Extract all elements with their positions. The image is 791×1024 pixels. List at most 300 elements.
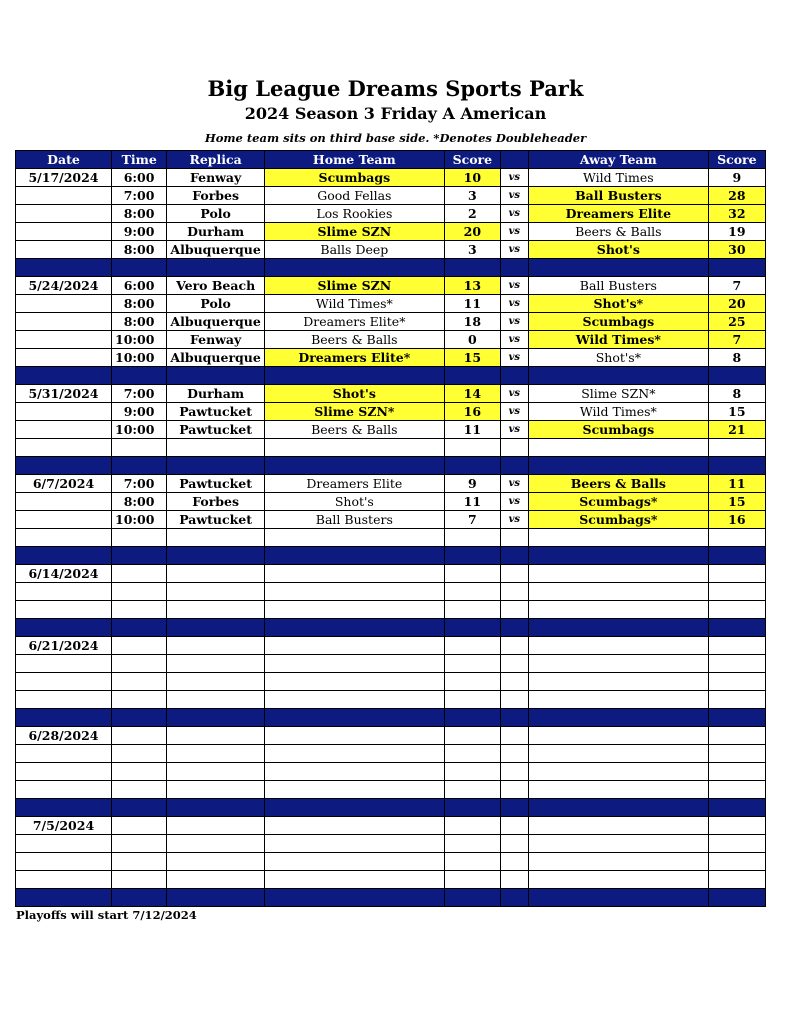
away-score-cell xyxy=(708,763,765,781)
away-team-cell xyxy=(528,871,708,889)
week-separator xyxy=(16,889,766,907)
replica-cell xyxy=(167,763,264,781)
separator-cell xyxy=(264,259,444,277)
time-cell: 6:00 xyxy=(112,277,167,295)
away-score-cell xyxy=(708,727,765,745)
time-cell xyxy=(112,781,167,799)
table-row xyxy=(16,493,766,511)
replica-cell xyxy=(167,691,264,709)
home-score-cell xyxy=(444,763,500,781)
date-cell xyxy=(16,673,112,691)
away-score-cell: 8 xyxy=(708,349,765,367)
table-row xyxy=(16,871,766,889)
week-separator xyxy=(16,259,766,277)
vs-cell: vs xyxy=(500,169,528,187)
separator-cell xyxy=(264,619,444,637)
away-team-cell xyxy=(528,439,708,457)
time-cell xyxy=(112,673,167,691)
away-team-cell: Scumbags* xyxy=(528,493,708,511)
time-cell xyxy=(112,601,167,619)
vs-cell xyxy=(500,763,528,781)
separator-cell xyxy=(444,367,500,385)
table-row xyxy=(16,331,766,349)
away-score-cell: 11 xyxy=(708,475,765,493)
home-score-cell xyxy=(444,601,500,619)
home-score-cell xyxy=(444,565,500,583)
header-row xyxy=(16,151,766,169)
replica-cell: Fenway xyxy=(167,331,264,349)
away-score-cell: 30 xyxy=(708,241,765,259)
home-team-cell xyxy=(264,727,444,745)
replica-cell xyxy=(167,637,264,655)
week-separator xyxy=(16,367,766,385)
home-team-cell: Balls Deep xyxy=(264,241,444,259)
home-team-cell: Scumbags xyxy=(264,169,444,187)
date-cell xyxy=(16,403,112,421)
home-team-cell xyxy=(264,439,444,457)
separator-cell xyxy=(112,259,167,277)
vs-cell: vs xyxy=(500,295,528,313)
home-score-cell: 7 xyxy=(444,511,500,529)
away-score-cell xyxy=(708,853,765,871)
away-score-cell xyxy=(708,583,765,601)
date-cell xyxy=(16,601,112,619)
separator-cell xyxy=(708,457,765,475)
replica-cell xyxy=(167,439,264,457)
date-cell xyxy=(16,331,112,349)
separator-cell xyxy=(167,889,264,907)
time-cell xyxy=(112,565,167,583)
home-score-cell: 15 xyxy=(444,349,500,367)
away-team-cell xyxy=(528,565,708,583)
vs-cell: vs xyxy=(500,349,528,367)
vs-cell xyxy=(500,817,528,835)
page-title: Big League Dreams Sports Park xyxy=(207,76,584,101)
separator-cell xyxy=(528,457,708,475)
time-cell xyxy=(112,763,167,781)
away-team-cell: Ball Busters xyxy=(528,187,708,205)
away-score-cell xyxy=(708,691,765,709)
date-cell: 6/28/2024 xyxy=(16,727,112,745)
separator-cell xyxy=(264,799,444,817)
separator-cell xyxy=(167,367,264,385)
away-team-cell: Scumbags* xyxy=(528,511,708,529)
home-team-cell: Beers & Balls xyxy=(264,331,444,349)
separator-cell xyxy=(167,709,264,727)
separator-cell xyxy=(500,547,528,565)
time-cell xyxy=(112,637,167,655)
home-score-cell: 11 xyxy=(444,421,500,439)
table-row xyxy=(16,385,766,403)
home-team-cell xyxy=(264,673,444,691)
home-team-cell: Los Rookies xyxy=(264,205,444,223)
separator-cell xyxy=(16,799,112,817)
week-separator xyxy=(16,709,766,727)
date-cell xyxy=(16,781,112,799)
home-team-cell xyxy=(264,781,444,799)
home-team-cell xyxy=(264,637,444,655)
time-cell xyxy=(112,583,167,601)
home-score-cell: 20 xyxy=(444,223,500,241)
home-score-cell xyxy=(444,529,500,547)
home-score-cell xyxy=(444,673,500,691)
time-cell xyxy=(112,835,167,853)
away-score-cell xyxy=(708,655,765,673)
home-team-cell: Shot's xyxy=(264,493,444,511)
table-row xyxy=(16,439,766,457)
away-score-cell xyxy=(708,817,765,835)
separator-cell xyxy=(112,619,167,637)
time-cell xyxy=(112,655,167,673)
table-row xyxy=(16,403,766,421)
date-cell: 6/7/2024 xyxy=(16,475,112,493)
home-team-cell: Ball Busters xyxy=(264,511,444,529)
replica-cell xyxy=(167,529,264,547)
date-cell xyxy=(16,313,112,331)
away-score-cell xyxy=(708,835,765,853)
home-team-cell xyxy=(264,745,444,763)
table-row xyxy=(16,349,766,367)
vs-cell xyxy=(500,745,528,763)
away-team-cell xyxy=(528,817,708,835)
vs-cell xyxy=(500,691,528,709)
away-team-cell: Slime SZN* xyxy=(528,385,708,403)
vs-cell: vs xyxy=(500,385,528,403)
home-team-cell xyxy=(264,871,444,889)
header-date: Date xyxy=(16,151,112,169)
separator-cell xyxy=(500,259,528,277)
replica-cell: Albuquerque xyxy=(167,349,264,367)
separator-cell xyxy=(500,619,528,637)
vs-cell: vs xyxy=(500,493,528,511)
away-team-cell xyxy=(528,529,708,547)
header-home-score: Score xyxy=(444,151,500,169)
separator-cell xyxy=(500,457,528,475)
table-row xyxy=(16,835,766,853)
vs-cell xyxy=(500,529,528,547)
separator-cell xyxy=(112,709,167,727)
away-team-cell: Wild Times* xyxy=(528,331,708,349)
header-replica: Replica xyxy=(167,151,264,169)
away-score-cell xyxy=(708,781,765,799)
header-vs xyxy=(500,151,528,169)
away-team-cell: Shot's* xyxy=(528,349,708,367)
home-score-cell xyxy=(444,745,500,763)
time-cell: 10:00 xyxy=(112,511,167,529)
replica-cell: Durham xyxy=(167,223,264,241)
replica-cell: Vero Beach xyxy=(167,277,264,295)
vs-cell xyxy=(500,637,528,655)
away-score-cell: 32 xyxy=(708,205,765,223)
home-team-cell xyxy=(264,601,444,619)
replica-cell: Polo xyxy=(167,295,264,313)
home-score-cell: 3 xyxy=(444,241,500,259)
home-score-cell: 3 xyxy=(444,187,500,205)
week-separator xyxy=(16,619,766,637)
replica-cell xyxy=(167,601,264,619)
away-team-cell xyxy=(528,691,708,709)
vs-cell xyxy=(500,781,528,799)
time-cell xyxy=(112,529,167,547)
time-cell xyxy=(112,439,167,457)
separator-cell xyxy=(16,457,112,475)
separator-cell xyxy=(528,367,708,385)
home-score-cell xyxy=(444,871,500,889)
separator-cell xyxy=(500,889,528,907)
table-row xyxy=(16,313,766,331)
away-score-cell xyxy=(708,673,765,691)
away-team-cell xyxy=(528,727,708,745)
vs-cell xyxy=(500,583,528,601)
separator-cell xyxy=(16,619,112,637)
table-row xyxy=(16,169,766,187)
separator-cell xyxy=(167,457,264,475)
time-cell xyxy=(112,727,167,745)
table-row xyxy=(16,745,766,763)
date-cell xyxy=(16,655,112,673)
away-team-cell xyxy=(528,781,708,799)
replica-cell xyxy=(167,835,264,853)
replica-cell xyxy=(167,781,264,799)
header-home-team: Home Team xyxy=(264,151,444,169)
separator-cell xyxy=(708,799,765,817)
time-cell: 10:00 xyxy=(112,421,167,439)
home-team-cell xyxy=(264,853,444,871)
separator-cell xyxy=(112,799,167,817)
away-score-cell xyxy=(708,871,765,889)
vs-cell xyxy=(500,871,528,889)
away-score-cell xyxy=(708,565,765,583)
separator-cell xyxy=(708,619,765,637)
home-score-cell: 14 xyxy=(444,385,500,403)
page-subtitle: 2024 Season 3 Friday A American xyxy=(244,104,547,123)
home-score-cell xyxy=(444,853,500,871)
vs-cell: vs xyxy=(500,241,528,259)
home-team-cell xyxy=(264,565,444,583)
time-cell xyxy=(112,871,167,889)
table-row xyxy=(16,223,766,241)
away-team-cell xyxy=(528,601,708,619)
vs-cell: vs xyxy=(500,187,528,205)
home-score-cell xyxy=(444,817,500,835)
time-cell: 7:00 xyxy=(112,187,167,205)
date-cell xyxy=(16,835,112,853)
away-team-cell: Shot's xyxy=(528,241,708,259)
away-team-cell: Beers & Balls xyxy=(528,475,708,493)
date-cell: 7/5/2024 xyxy=(16,817,112,835)
home-team-cell: Slime SZN* xyxy=(264,403,444,421)
away-score-cell: 16 xyxy=(708,511,765,529)
date-cell: 6/14/2024 xyxy=(16,565,112,583)
time-cell: 7:00 xyxy=(112,475,167,493)
table-row xyxy=(16,673,766,691)
schedule-body xyxy=(16,169,766,907)
away-team-cell xyxy=(528,745,708,763)
vs-cell xyxy=(500,835,528,853)
replica-cell xyxy=(167,583,264,601)
home-team-cell: Slime SZN xyxy=(264,277,444,295)
date-cell xyxy=(16,187,112,205)
date-cell xyxy=(16,871,112,889)
separator-cell xyxy=(16,547,112,565)
away-score-cell: 8 xyxy=(708,385,765,403)
vs-cell: vs xyxy=(500,313,528,331)
replica-cell xyxy=(167,745,264,763)
table-row xyxy=(16,853,766,871)
separator-cell xyxy=(264,367,444,385)
replica-cell xyxy=(167,565,264,583)
separator-cell xyxy=(528,889,708,907)
time-cell: 9:00 xyxy=(112,223,167,241)
home-score-cell xyxy=(444,655,500,673)
replica-cell: Fenway xyxy=(167,169,264,187)
home-team-cell xyxy=(264,691,444,709)
separator-cell xyxy=(528,799,708,817)
time-cell: 8:00 xyxy=(112,295,167,313)
table-row xyxy=(16,205,766,223)
table-row xyxy=(16,655,766,673)
replica-cell: Durham xyxy=(167,385,264,403)
away-team-cell: Beers & Balls xyxy=(528,223,708,241)
table-row xyxy=(16,241,766,259)
replica-cell: Albuquerque xyxy=(167,241,264,259)
separator-cell xyxy=(500,709,528,727)
time-cell xyxy=(112,853,167,871)
away-team-cell xyxy=(528,763,708,781)
replica-cell: Pawtucket xyxy=(167,475,264,493)
separator-cell xyxy=(16,709,112,727)
date-cell xyxy=(16,493,112,511)
table-row xyxy=(16,565,766,583)
away-team-cell: Scumbags xyxy=(528,421,708,439)
home-score-cell xyxy=(444,637,500,655)
home-score-cell: 11 xyxy=(444,493,500,511)
replica-cell: Polo xyxy=(167,205,264,223)
home-score-cell: 18 xyxy=(444,313,500,331)
home-score-cell: 2 xyxy=(444,205,500,223)
header-away-team: Away Team xyxy=(528,151,708,169)
date-cell: 6/21/2024 xyxy=(16,637,112,655)
away-score-cell: 21 xyxy=(708,421,765,439)
away-score-cell xyxy=(708,637,765,655)
separator-cell xyxy=(16,259,112,277)
home-team-cell: Wild Times* xyxy=(264,295,444,313)
table-row xyxy=(16,583,766,601)
table-row xyxy=(16,421,766,439)
home-score-cell: 10 xyxy=(444,169,500,187)
home-team-cell: Slime SZN xyxy=(264,223,444,241)
vs-cell xyxy=(500,601,528,619)
vs-cell xyxy=(500,565,528,583)
vs-cell xyxy=(500,727,528,745)
separator-cell xyxy=(500,367,528,385)
vs-cell xyxy=(500,853,528,871)
home-score-cell xyxy=(444,727,500,745)
home-score-cell xyxy=(444,691,500,709)
schedule-table xyxy=(15,150,766,907)
date-cell: 5/24/2024 xyxy=(16,277,112,295)
replica-cell: Pawtucket xyxy=(167,421,264,439)
week-separator xyxy=(16,799,766,817)
home-score-cell: 16 xyxy=(444,403,500,421)
away-team-cell xyxy=(528,673,708,691)
separator-cell xyxy=(444,259,500,277)
home-team-cell: Good Fellas xyxy=(264,187,444,205)
away-team-cell xyxy=(528,835,708,853)
away-score-cell: 9 xyxy=(708,169,765,187)
separator-cell xyxy=(444,709,500,727)
table-row xyxy=(16,637,766,655)
vs-cell xyxy=(500,673,528,691)
home-score-cell xyxy=(444,439,500,457)
away-team-cell xyxy=(528,655,708,673)
date-cell xyxy=(16,583,112,601)
header-away-score: Score xyxy=(708,151,765,169)
separator-cell xyxy=(708,367,765,385)
time-cell: 10:00 xyxy=(112,331,167,349)
separator-cell xyxy=(112,457,167,475)
time-cell: 8:00 xyxy=(112,313,167,331)
table-row xyxy=(16,187,766,205)
table-row xyxy=(16,727,766,745)
table-row xyxy=(16,763,766,781)
separator-cell xyxy=(264,709,444,727)
vs-cell xyxy=(500,439,528,457)
date-cell xyxy=(16,295,112,313)
date-cell xyxy=(16,763,112,781)
replica-cell: Forbes xyxy=(167,187,264,205)
away-score-cell: 28 xyxy=(708,187,765,205)
date-cell xyxy=(16,853,112,871)
table-row xyxy=(16,475,766,493)
away-team-cell: Ball Busters xyxy=(528,277,708,295)
separator-cell xyxy=(167,799,264,817)
away-team-cell xyxy=(528,637,708,655)
separator-cell xyxy=(167,619,264,637)
away-score-cell: 19 xyxy=(708,223,765,241)
time-cell: 8:00 xyxy=(112,493,167,511)
separator-cell xyxy=(16,367,112,385)
separator-cell xyxy=(444,457,500,475)
footer-note: Playoffs will start 7/12/2024 xyxy=(16,908,197,922)
home-score-cell: 11 xyxy=(444,295,500,313)
separator-cell xyxy=(264,547,444,565)
home-team-cell xyxy=(264,655,444,673)
header-time: Time xyxy=(112,151,167,169)
time-cell: 7:00 xyxy=(112,385,167,403)
separator-cell xyxy=(167,547,264,565)
replica-cell: Pawtucket xyxy=(167,403,264,421)
away-team-cell xyxy=(528,853,708,871)
separator-cell xyxy=(708,259,765,277)
separator-cell xyxy=(444,619,500,637)
date-cell xyxy=(16,511,112,529)
home-team-cell xyxy=(264,817,444,835)
separator-cell xyxy=(444,547,500,565)
away-team-cell: Wild Times* xyxy=(528,403,708,421)
vs-cell: vs xyxy=(500,331,528,349)
table-row xyxy=(16,511,766,529)
separator-cell xyxy=(528,259,708,277)
replica-cell: Albuquerque xyxy=(167,313,264,331)
table-row xyxy=(16,295,766,313)
separator-cell xyxy=(528,547,708,565)
away-team-cell: Wild Times xyxy=(528,169,708,187)
table-row xyxy=(16,691,766,709)
time-cell: 6:00 xyxy=(112,169,167,187)
away-score-cell xyxy=(708,439,765,457)
away-score-cell: 20 xyxy=(708,295,765,313)
